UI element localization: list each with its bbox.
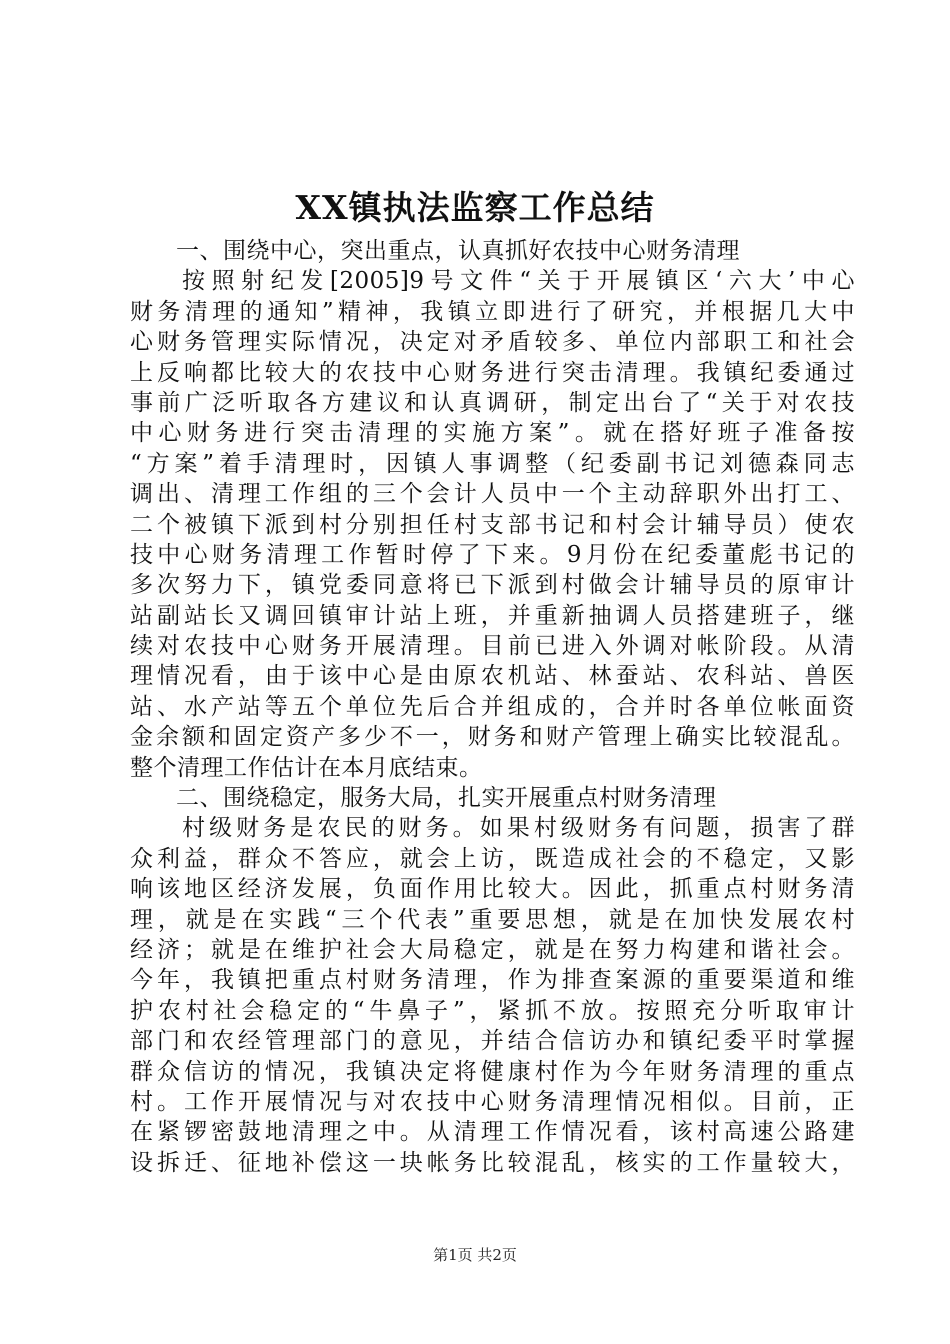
paragraph-line: 站、水产站等五个单位先后合并组成的，合并时各单位帐面资 [130, 693, 855, 720]
paragraph-line: 续对农技中心财务开展清理。目前已进入外调对帐阶段。从清 [130, 633, 855, 660]
paragraph-line: 众利益，群众不答应，就会上访，既造成社会的不稳定，又影 [130, 845, 855, 872]
paragraph-line: 村。工作开展情况与对农技中心财务清理情况相似。目前，正 [130, 1088, 855, 1115]
section-heading-1: 一、围绕中心，突出重点，认真抓好农技中心财务清理 [176, 238, 740, 264]
paragraph-line: 今年，我镇把重点村财务清理，作为排查案源的重要渠道和维 [130, 967, 855, 994]
paragraph-line: 按照射纪发[2005]9号文件“关于开展镇区‘六大’中心 [182, 268, 855, 295]
paragraph-line: 在紧锣密鼓地清理之中。从清理工作情况看，该村高速公路建 [130, 1119, 855, 1146]
document-title: XX镇执法监察工作总结 [295, 188, 655, 227]
paragraph-line: 技中心财务清理工作暂时停了下来。9月份在纪委董彪书记的 [130, 541, 855, 568]
section-heading-2: 二、围绕稳定，服务大局，扎实开展重点村财务清理 [176, 785, 717, 812]
paragraph-line: 金余额和固定资产多少不一，财务和财产管理上确实比较混乱。 [130, 724, 855, 751]
paragraph-line: 多次努力下，镇党委同意将已下派到村做会计辅导员的原审计 [130, 572, 855, 599]
paragraph-line: 理情况看，由于该中心是由原农机站、林蚕站、农科站、兽医 [130, 663, 855, 690]
paragraph-line: 事前广泛听取各方建议和认真调研，制定出台了“关于对农技 [130, 389, 855, 416]
paragraph-line: 站副站长又调回镇审计站上班，并重新抽调人员搭建班子，继 [130, 602, 855, 629]
paragraph-line: 响该地区经济发展，负面作用比较大。因此，抓重点村财务清 [130, 876, 855, 903]
paragraph-line: 护农村社会稳定的“牛鼻子”，紧抓不放。按照充分听取审计 [130, 997, 855, 1024]
paragraph-line: 二个被镇下派到村分别担任村支部书记和村会计辅导员）使农 [130, 511, 855, 538]
paragraph-line: 整个清理工作估计在本月底结束。 [130, 754, 483, 781]
paragraph-line: 上反响都比较大的农技中心财务进行突击清理。我镇纪委通过 [130, 359, 855, 386]
paragraph-line: 部门和农经管理部门的意见，并结合信访办和镇纪委平时掌握 [130, 1028, 855, 1055]
paragraph-line: 中心财务进行突击清理的实施方案”。就在搭好班子准备按 [130, 420, 855, 447]
paragraph-line: 设拆迁、征地补偿这一块帐务比较混乱，核实的工作量较大， [130, 1149, 855, 1176]
paragraph-line: 经济；就是在维护社会大局稳定，就是在努力构建和谐社会。 [130, 936, 855, 963]
paragraph-line: “方案”着手清理时，因镇人事调整（纪委副书记刘德森同志 [130, 450, 855, 477]
page-footer: 第1页 共2页 [433, 1246, 517, 1264]
paragraph-line: 调出、清理工作组的三个会计人员中一个主动辞职外出打工、 [130, 481, 855, 508]
paragraph-line: 村级财务是农民的财务。如果村级财务有问题，损害了群 [182, 815, 855, 842]
paragraph-line: 理，就是在实践“三个代表”重要思想，就是在加快发展农村 [130, 906, 855, 933]
paragraph-line: 群众信访的情况，我镇决定将健康村作为今年财务清理的重点 [130, 1058, 855, 1085]
document-body [130, 236, 855, 1178]
paragraph-line: 心财务管理实际情况，决定对矛盾较多、单位内部职工和社会 [130, 329, 855, 356]
paragraph-line: 财务清理的通知”精神，我镇立即进行了研究，并根据几大中 [130, 298, 855, 325]
